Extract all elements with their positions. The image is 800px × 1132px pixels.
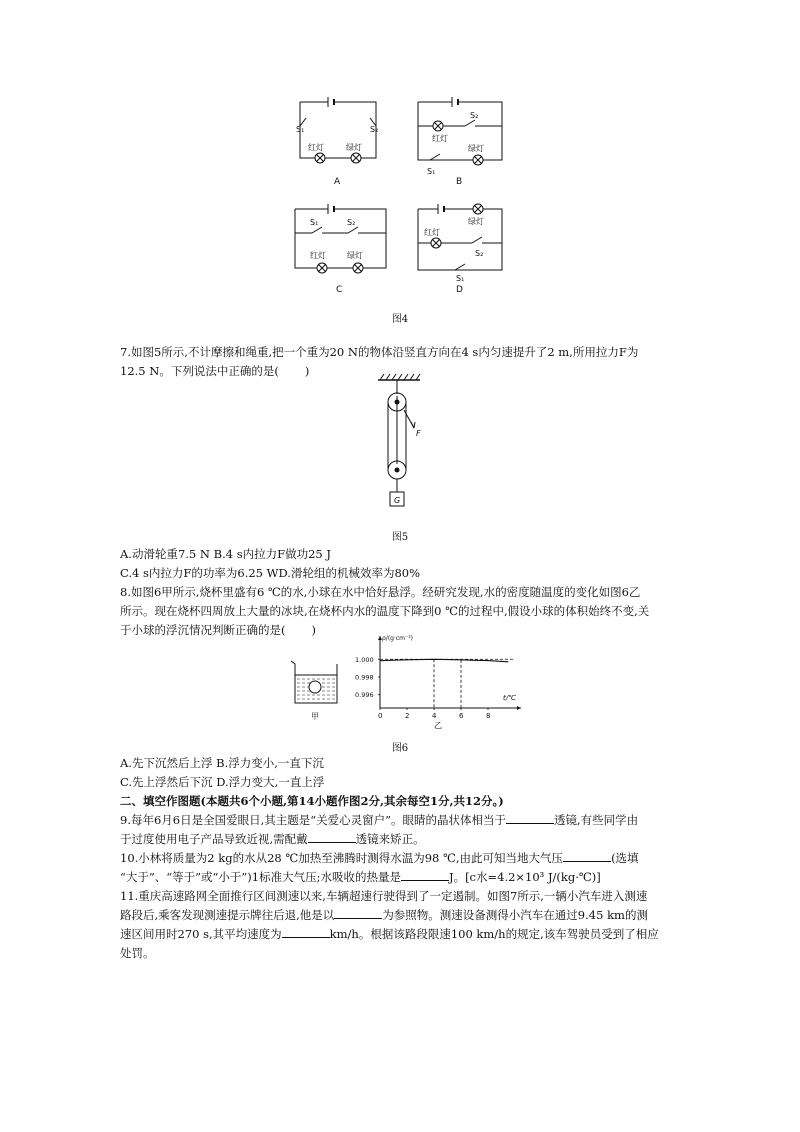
q11-line3-b: km/h。根据该路段限速100 km/h的规定,该车驾驶员受到了相应	[329, 927, 659, 941]
label-c-green: 绿灯	[347, 251, 363, 260]
q10-line2-b: J。[c水=4.2×10³ J/(kg·℃)]	[448, 870, 601, 884]
q9-line1-b: 透镜,有些同学由	[554, 813, 639, 827]
q11-line3	[120, 925, 659, 944]
label-b: B	[456, 177, 463, 187]
q9-line2-b: 透镜来矫正。	[355, 832, 425, 846]
figure-6-caption: 图6	[391, 743, 409, 754]
q10-blank-1[interactable]	[563, 850, 611, 862]
q7-line2-a: 12.5 N。下列说法中正确的是(	[120, 364, 279, 378]
circuit-c	[295, 204, 386, 273]
y-axis-label: ρ/(g·cm⁻³)	[382, 635, 413, 642]
q7-options-cd: C.4 s内拉力F的功率为6.25 WD.滑轮组的机械效率为80%	[120, 566, 421, 580]
figure-6-density-chart	[352, 630, 522, 740]
q10-line1-b: (选填	[611, 851, 639, 865]
y-tick-label: 1.000	[355, 655, 374, 664]
x-tick-label: 4	[432, 712, 437, 720]
label-c-s1: S₁	[310, 218, 319, 227]
q8-line2: 所示。现在烧杯四周放上大量的冰块,在烧杯内水的温度下降到0 ℃的过程中,假设小球的体积始终不变,关	[120, 604, 650, 618]
label-c-s2: S₂	[347, 218, 356, 227]
label-a-red: 红灯	[308, 143, 324, 152]
q9-blank-1[interactable]	[506, 812, 554, 824]
label-jia: 甲	[311, 712, 319, 721]
q11-line4: 处罚。	[120, 946, 155, 960]
q11-blank-2[interactable]	[282, 926, 330, 938]
q7-line2-b: )	[304, 364, 310, 378]
circuit-b	[418, 97, 502, 165]
figure-6-beaker	[285, 655, 347, 725]
label-g: G	[394, 496, 401, 505]
label-c-red: 红灯	[310, 251, 326, 260]
q9-line1-a: 9.每年6月6日是全国爱眼日,其主题是“关爱心灵窗户”。眼睛的晶状体相当于	[120, 813, 507, 827]
q9-line2	[120, 830, 425, 849]
label-f: F	[416, 429, 421, 438]
x-axis-arrow	[517, 706, 521, 710]
q10-line2-a: “大于”、“等于”或“小于”)1标准大气压;水吸收的热量是	[120, 870, 401, 884]
q8-line3-b: )	[311, 623, 316, 637]
q11-line2	[120, 906, 648, 925]
q7-line1: 7.如图5所示,不计摩擦和绳重,把一个重为20 N的物体沿竖直方向在4 s内匀速提升了2 m,所用拉力F为	[120, 345, 639, 359]
circuit-a	[300, 97, 379, 163]
q10-line1	[120, 849, 639, 868]
label-b-s1: S₁	[427, 167, 436, 176]
y-tick-label: 0.996	[355, 691, 374, 700]
q9-blank-2[interactable]	[308, 831, 356, 843]
x-tick-label: 0	[378, 712, 383, 720]
q11-line3-a: 速区间用时270 s,其平均速度为	[120, 927, 282, 941]
q9-line2-a: 于过度使用电子产品导致近视,需配戴	[120, 832, 308, 846]
q10-line1-a: 10.小林将质量为2 kg的水从28 ℃加热至沸腾时测得水温为98 ℃,由此可知当地大气压	[120, 851, 564, 865]
figure-4-caption: 图4	[391, 314, 409, 325]
q8-options-cd: C.先上浮然后下沉 D.浮力变大,一直上浮	[120, 775, 325, 789]
label-d-red: 红灯	[424, 228, 440, 237]
q11-blank-1[interactable]	[334, 907, 382, 919]
label-d-green: 绿灯	[468, 217, 484, 226]
density-curve	[380, 659, 508, 662]
figure-5-pulley	[370, 372, 430, 517]
q8-line3	[120, 621, 316, 640]
label-a-s1: S₁	[296, 125, 305, 134]
label-d-s2: S₂	[475, 249, 484, 258]
q10-blank-2[interactable]	[401, 869, 449, 881]
q8-options-ab: A.先下沉然后上浮 B.浮力变小,一直下沉	[120, 756, 324, 770]
q11-line1: 11.重庆高速路网全面推行区间测速以来,车辆超速行驶得到了一定遏制。如图7所示,一辆小汽车进入测速	[120, 889, 648, 903]
x-tick-label: 6	[459, 712, 464, 720]
label-a-green: 绿灯	[346, 143, 362, 152]
label-d: D	[456, 285, 463, 295]
figure-5-caption: 图5	[391, 532, 409, 543]
q8-line3-a: 于小球的浮沉情况判断正确的是(	[120, 623, 286, 637]
q7-line2	[120, 362, 309, 381]
section-2-heading: 二、填空作图题(本题共6个小题,第14小题作图2分,其余每空1分,共12分。)	[120, 794, 504, 808]
label-d-s1: S₁	[456, 274, 465, 283]
label-b-green: 绿灯	[468, 144, 484, 153]
q11-line2-b: 为参照物。测速设备测得小汽车在通过9.45 km的测	[382, 908, 648, 922]
figure-4-circuits	[290, 88, 520, 303]
x-tick-label: 8	[486, 712, 491, 720]
label-b-red: 红灯	[432, 134, 448, 143]
q10-line2	[120, 868, 601, 887]
q9-line1	[120, 811, 638, 830]
q8-line1: 8.如图6甲所示,烧杯里盛有6 ℃的水,小球在水中恰好悬浮。经研究发现,水的密度随温度的变化如图6乙	[120, 585, 641, 599]
label-yi: 乙	[434, 721, 442, 730]
circuit-d	[418, 204, 502, 270]
x-axis-label: t/℃	[503, 694, 516, 702]
q7-options-ab: A.动滑轮重7.5 N B.4 s内拉力F做功25 J	[120, 547, 331, 561]
q11-line2-a: 路段后,乘客发现测速提示牌往后退,他是以	[120, 908, 335, 922]
label-c: C	[336, 285, 343, 295]
y-tick-label: 0.998	[355, 673, 374, 682]
x-tick-label: 2	[405, 712, 410, 720]
label-a-s2: S₂	[370, 125, 379, 134]
label-b-s2: S₂	[470, 111, 479, 120]
label-a: A	[334, 177, 341, 187]
